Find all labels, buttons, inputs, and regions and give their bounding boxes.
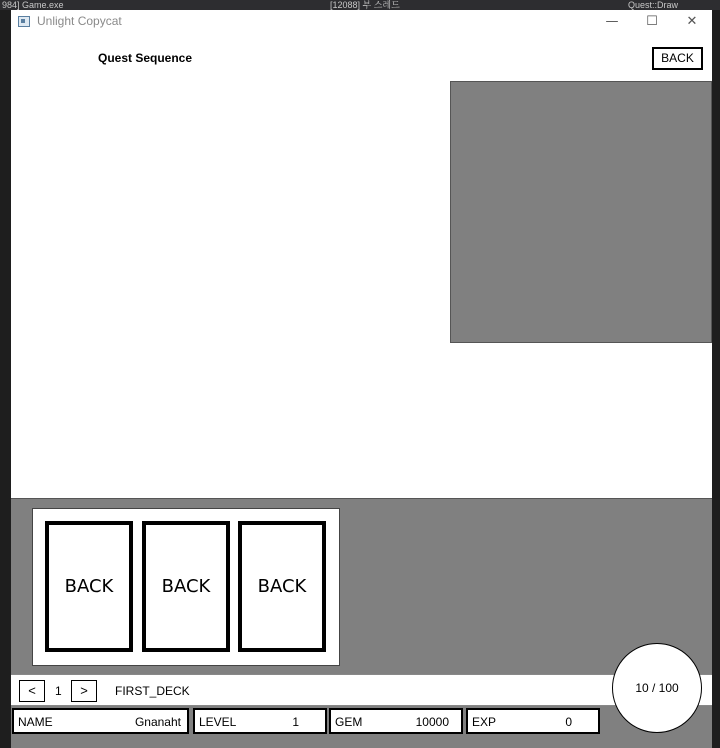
ide-right-gutter bbox=[712, 10, 720, 748]
prev-page-button[interactable]: < bbox=[19, 680, 45, 702]
quest-preview-panel bbox=[450, 81, 712, 343]
ide-thread-label: [12088] 부 스레드 bbox=[330, 0, 400, 10]
stat-exp bbox=[466, 708, 600, 734]
gem-value: 10000 bbox=[415, 715, 449, 729]
maximize-icon[interactable]: ☐ bbox=[646, 14, 658, 29]
minimize-icon[interactable]: — bbox=[605, 14, 619, 29]
ide-top-bar bbox=[0, 0, 720, 10]
close-icon[interactable]: ✕ bbox=[686, 14, 698, 29]
stat-gem bbox=[329, 708, 463, 734]
exp-value: 0 bbox=[565, 715, 572, 729]
stat-name bbox=[12, 708, 189, 734]
gem-label: GEM bbox=[335, 715, 363, 729]
name-label: NAME bbox=[18, 715, 53, 729]
name-value: Gnanaht bbox=[134, 715, 181, 729]
deck-name: FIRST_DECK bbox=[115, 684, 190, 698]
card-holder bbox=[32, 508, 340, 666]
title-bar bbox=[11, 10, 712, 34]
card-count-circle: 10 / 100 bbox=[612, 643, 702, 733]
level-label: LEVEL bbox=[199, 715, 237, 729]
ide-frame-label: Quest::Draw bbox=[628, 0, 679, 10]
window-title: Unlight Copycat bbox=[37, 14, 122, 28]
app-window bbox=[11, 10, 712, 748]
page-number: 1 bbox=[55, 684, 62, 698]
next-page-button[interactable]: > bbox=[71, 680, 97, 702]
deck-area bbox=[11, 498, 712, 674]
card-slot-2[interactable]: BACK bbox=[142, 521, 230, 652]
card-slot-3[interactable]: BACK bbox=[238, 521, 326, 652]
level-value: 1 bbox=[292, 715, 299, 729]
status-bar bbox=[11, 706, 712, 748]
app-icon bbox=[18, 16, 30, 27]
back-button[interactable]: BACK bbox=[652, 47, 703, 70]
card-slot-1[interactable]: BACK bbox=[45, 521, 133, 652]
page-title: Quest Sequence bbox=[98, 51, 193, 65]
deck-pager bbox=[11, 674, 712, 706]
ide-process-label: 984] Game.exe bbox=[2, 0, 64, 10]
ide-left-gutter bbox=[0, 10, 11, 748]
exp-label: EXP bbox=[472, 715, 497, 729]
stat-level bbox=[193, 708, 327, 734]
